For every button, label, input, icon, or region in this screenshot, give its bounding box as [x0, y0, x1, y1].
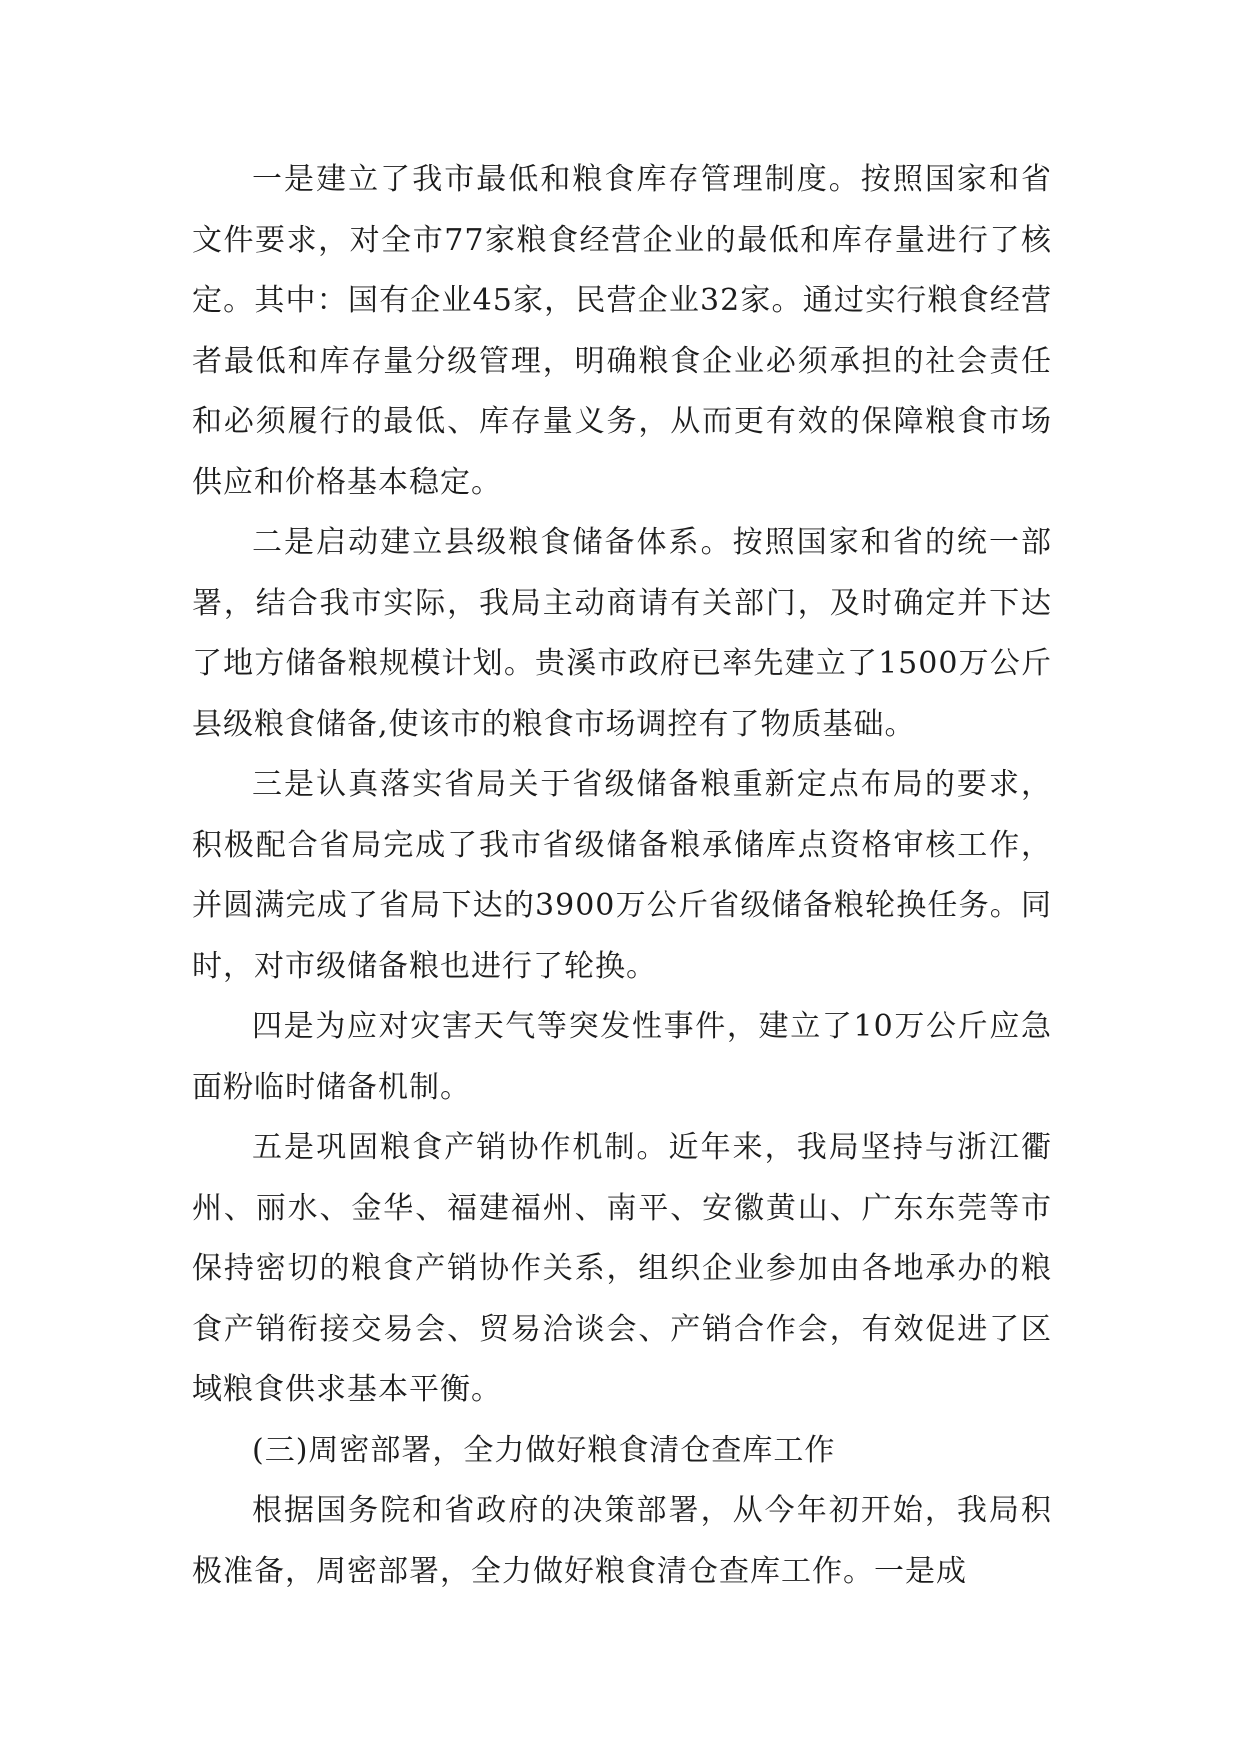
document-body — [192, 150, 1052, 1602]
paragraph-2: 二是启动建立县级粮食储备体系。按照国家和省的统一部署，结合我市实际，我局主动商请有关部门，及时确定并下达了地方储备粮规模计划。贵溪市政府已率先建立了1500万公斤县级粮食储备,使该市的粮食市场调控有了物质基础。 — [192, 525, 1052, 742]
paragraph-6: 根据国务院和省政府的决策部署，从今年初开始，我局积极准备，周密部署，全力做好粮食清仓查库工作。一是成 — [192, 1493, 1052, 1589]
paragraph-3: 三是认真落实省局关于省级储备粮重新定点布局的要求，积极配合省局完成了我市省级储备粮承储库点资格审核工作，并圆满完成了省局下达的3900万公斤省级储备粮轮换任务。同时，对市级储备粮也进行了轮换。 — [192, 767, 1052, 984]
section-heading: (三)周密部署，全力做好粮食清仓查库工作 — [252, 1432, 836, 1468]
paragraph-5: 五是巩固粮食产销协作机制。近年来，我局坚持与浙江衢州、丽水、金华、福建福州、南平、安徽黄山、广东东莞等市保持密切的粮食产销协作关系，组织企业参加由各地承办的粮食产销衔接交易会、贸易洽谈会、产销合作会，有效促进了区域粮食供求基本平衡。 — [192, 1130, 1052, 1407]
paragraph-1: 一是建立了我市最低和粮食库存管理制度。按照国家和省文件要求，对全市77家粮食经营企业的最低和库存量进行了核定。其中：国有企业45家，民营企业32家。通过实行粮食经营者最低和库存量分级管理，明确粮食企业必须承担的社会责任和必须履行的最低、库存量义务，从而更有效的保障粮食市场供应和价格基本稳定。 — [192, 162, 1052, 500]
paragraph-4: 四是为应对灾害天气等突发性事件，建立了10万公斤应急面粉临时储备机制。 — [192, 1009, 1052, 1105]
